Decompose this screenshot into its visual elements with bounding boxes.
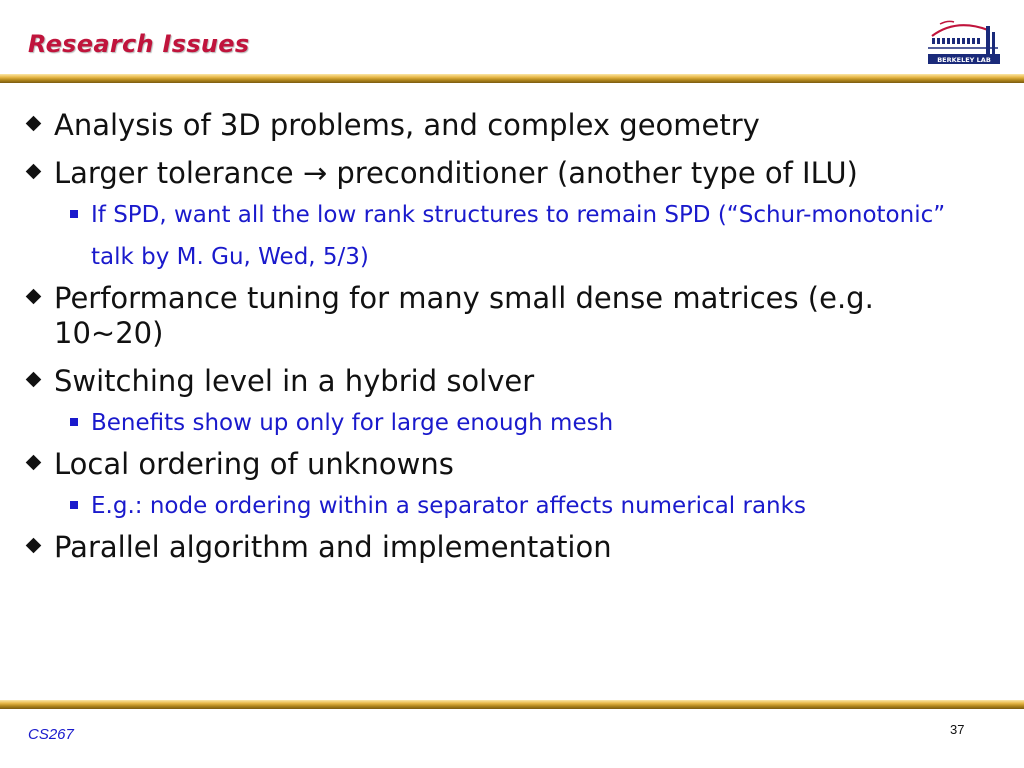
square-bullet-icon bbox=[70, 501, 78, 509]
sub-bullet-item bbox=[28, 402, 988, 444]
bullet-text: Switching level in a hybrid solver bbox=[54, 364, 535, 398]
square-bullet-icon bbox=[70, 418, 78, 426]
bullet-text: Parallel algorithm and implementation bbox=[54, 530, 612, 564]
bullet-item bbox=[28, 156, 988, 191]
header-rule bbox=[0, 74, 1024, 83]
berkeley-lab-logo-icon bbox=[926, 14, 1002, 66]
diamond-bullet-icon bbox=[26, 116, 42, 132]
footer-rule bbox=[0, 700, 1024, 709]
course-label: CS267 bbox=[28, 726, 74, 743]
diamond-bullet-icon bbox=[26, 538, 42, 554]
bullet-item bbox=[28, 530, 988, 565]
bullet-text: Larger tolerance → preconditioner (another type of ILU) bbox=[54, 156, 858, 190]
page-number: 37 bbox=[950, 722, 965, 737]
bullet-item bbox=[28, 281, 988, 351]
diamond-bullet-icon bbox=[26, 289, 42, 305]
bullet-item bbox=[28, 108, 988, 143]
sub-bullet-item bbox=[28, 194, 988, 278]
bullet-text: Local ordering of unknowns bbox=[54, 447, 454, 481]
slide-body bbox=[28, 108, 988, 578]
sub-bullet-item bbox=[28, 485, 988, 527]
slide-title: Research Issues bbox=[28, 30, 250, 58]
bullet-item bbox=[28, 364, 988, 399]
square-bullet-icon bbox=[70, 210, 78, 218]
logo-label: BERKELEY LAB bbox=[937, 56, 991, 64]
diamond-bullet-icon bbox=[26, 372, 42, 388]
sub-bullet-text: If SPD, want all the low rank structures to remain SPD (“Schur-monotonic” talk by M. Gu, Wed, 5/3) bbox=[91, 202, 946, 270]
diamond-bullet-icon bbox=[26, 164, 42, 180]
sub-bullet-text: E.g.: node ordering within a separator affects numerical ranks bbox=[91, 493, 806, 519]
bullet-item bbox=[28, 447, 988, 482]
bullet-text: Analysis of 3D problems, and complex geometry bbox=[54, 108, 760, 142]
diamond-bullet-icon bbox=[26, 455, 42, 471]
sub-bullet-text: Benefits show up only for large enough mesh bbox=[91, 410, 614, 436]
bullet-text: Performance tuning for many small dense matrices (e.g. 10~20) bbox=[54, 281, 874, 350]
